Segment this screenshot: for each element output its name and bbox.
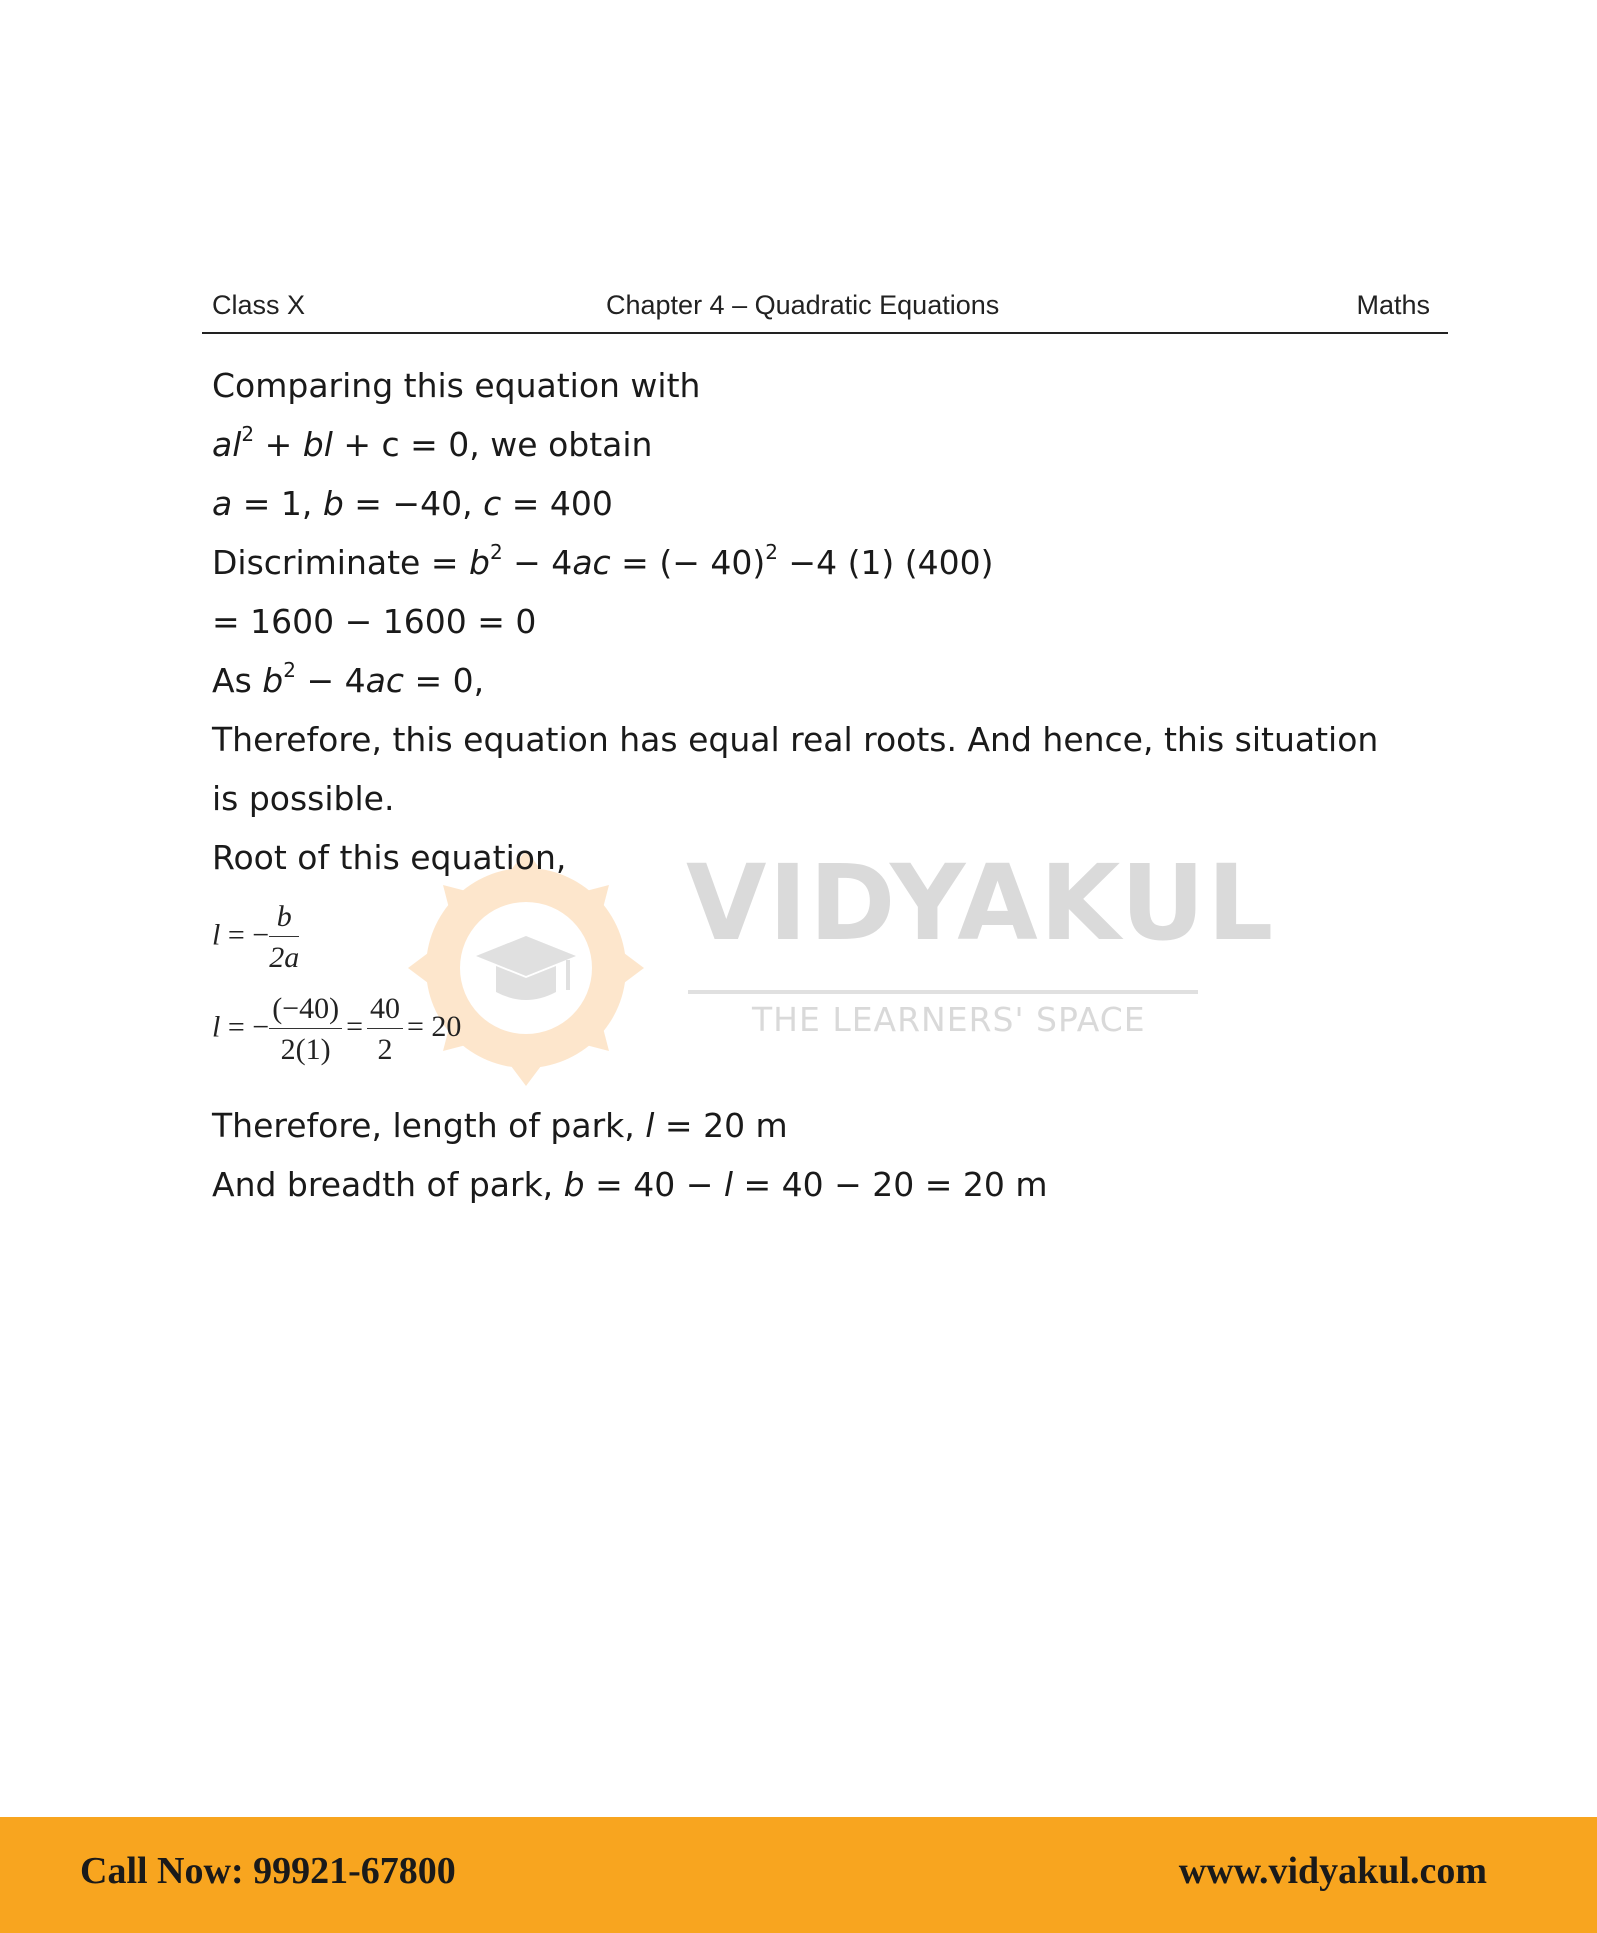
text-segment: = (− 40): [610, 543, 766, 582]
footer-call[interactable]: Call Now: 99921-67800: [80, 1850, 456, 1892]
text-segment: − 4: [295, 661, 366, 700]
text-line-10: [212, 1106, 788, 1146]
text-line-2: [212, 422, 653, 465]
text-line-8: is possible.: [212, 779, 395, 818]
denominator: 2: [377, 1033, 393, 1066]
var-a: a: [212, 484, 233, 523]
text-line-7: Therefore, this equation has equal real roots. And hence, this situation: [212, 720, 1379, 759]
header-chapter: Chapter 4 – Quadratic Equations: [606, 290, 1000, 320]
numerator: (−40): [269, 992, 342, 1029]
root-formula: [212, 900, 299, 975]
denominator: 2(1): [280, 1033, 331, 1066]
var-ac: ac: [365, 661, 404, 700]
superscript: 2: [241, 422, 255, 446]
var-b: b: [563, 1165, 585, 1204]
math-op: = −: [220, 1010, 270, 1044]
var-a: a: [212, 425, 233, 464]
text-segment: = 400: [501, 484, 613, 523]
var-c: c: [483, 484, 502, 523]
math-lhs: l: [212, 918, 221, 952]
var-l: l: [323, 425, 333, 464]
denominator: 2a: [269, 941, 300, 974]
text-segment: = 1,: [232, 484, 323, 523]
text-segment: As: [212, 661, 263, 700]
math-lhs: l: [212, 1010, 221, 1044]
text-segment: Therefore, length of park,: [212, 1106, 646, 1145]
var-l: l: [645, 1106, 655, 1145]
superscript: 2: [765, 540, 778, 564]
header-subject: Maths: [1356, 290, 1430, 320]
text-segment: = 0,: [403, 661, 485, 700]
var-b: b: [322, 484, 344, 523]
var-l: l: [232, 425, 242, 464]
math-op: = −: [220, 918, 270, 952]
text-line-9: Root of this equation,: [212, 838, 567, 877]
text-line-3: [212, 484, 613, 524]
var-ac: ac: [572, 543, 611, 582]
text-line-4: [212, 540, 994, 583]
vidyakul-watermark: [398, 840, 1276, 1100]
footer-bar: [0, 1817, 1597, 1933]
footer-website-link[interactable]: www.vidyakul.com: [1178, 1850, 1487, 1892]
text-line-11: [212, 1165, 1048, 1205]
text-segment: − 4: [502, 543, 573, 582]
text-segment: And breadth of park,: [212, 1165, 564, 1204]
text-segment: = 40 − 20 = 20 m: [733, 1165, 1048, 1204]
var-b: b: [302, 425, 324, 464]
text-segment: = 20 m: [654, 1106, 788, 1145]
fraction: [269, 900, 299, 975]
watermark-title: VIDYAKUL: [686, 842, 1276, 964]
text-segment: = 40 −: [584, 1165, 724, 1204]
numerator: 40: [367, 992, 403, 1029]
watermark-tagline: THE LEARNERS' SPACE: [752, 1000, 1146, 1039]
root-calculation: [212, 992, 461, 1067]
text-segment: = −40,: [343, 484, 484, 523]
math-op: =: [346, 1010, 364, 1044]
text-line-1: Comparing this equation with: [212, 366, 701, 405]
plus-sign: +: [254, 425, 303, 464]
header-class: Class X: [212, 290, 306, 320]
page-header: [202, 288, 1448, 334]
text-segment: + c = 0, we obtain: [332, 425, 653, 464]
superscript: 2: [283, 658, 296, 682]
superscript: 2: [489, 540, 503, 564]
text-segment: −4 (1) (400): [777, 543, 994, 582]
var-l: l: [723, 1165, 734, 1204]
text-line-6: [212, 658, 485, 701]
math-result: = 20: [407, 1010, 462, 1044]
fraction: [269, 992, 342, 1067]
text-line-5: = 1600 − 1600 = 0: [212, 602, 537, 641]
var-b: b: [468, 543, 490, 582]
watermark-rule: [688, 990, 1198, 994]
numerator: b: [269, 900, 299, 937]
fraction: [367, 992, 403, 1067]
text-segment: Discriminate =: [212, 543, 469, 582]
var-b: b: [262, 661, 284, 700]
